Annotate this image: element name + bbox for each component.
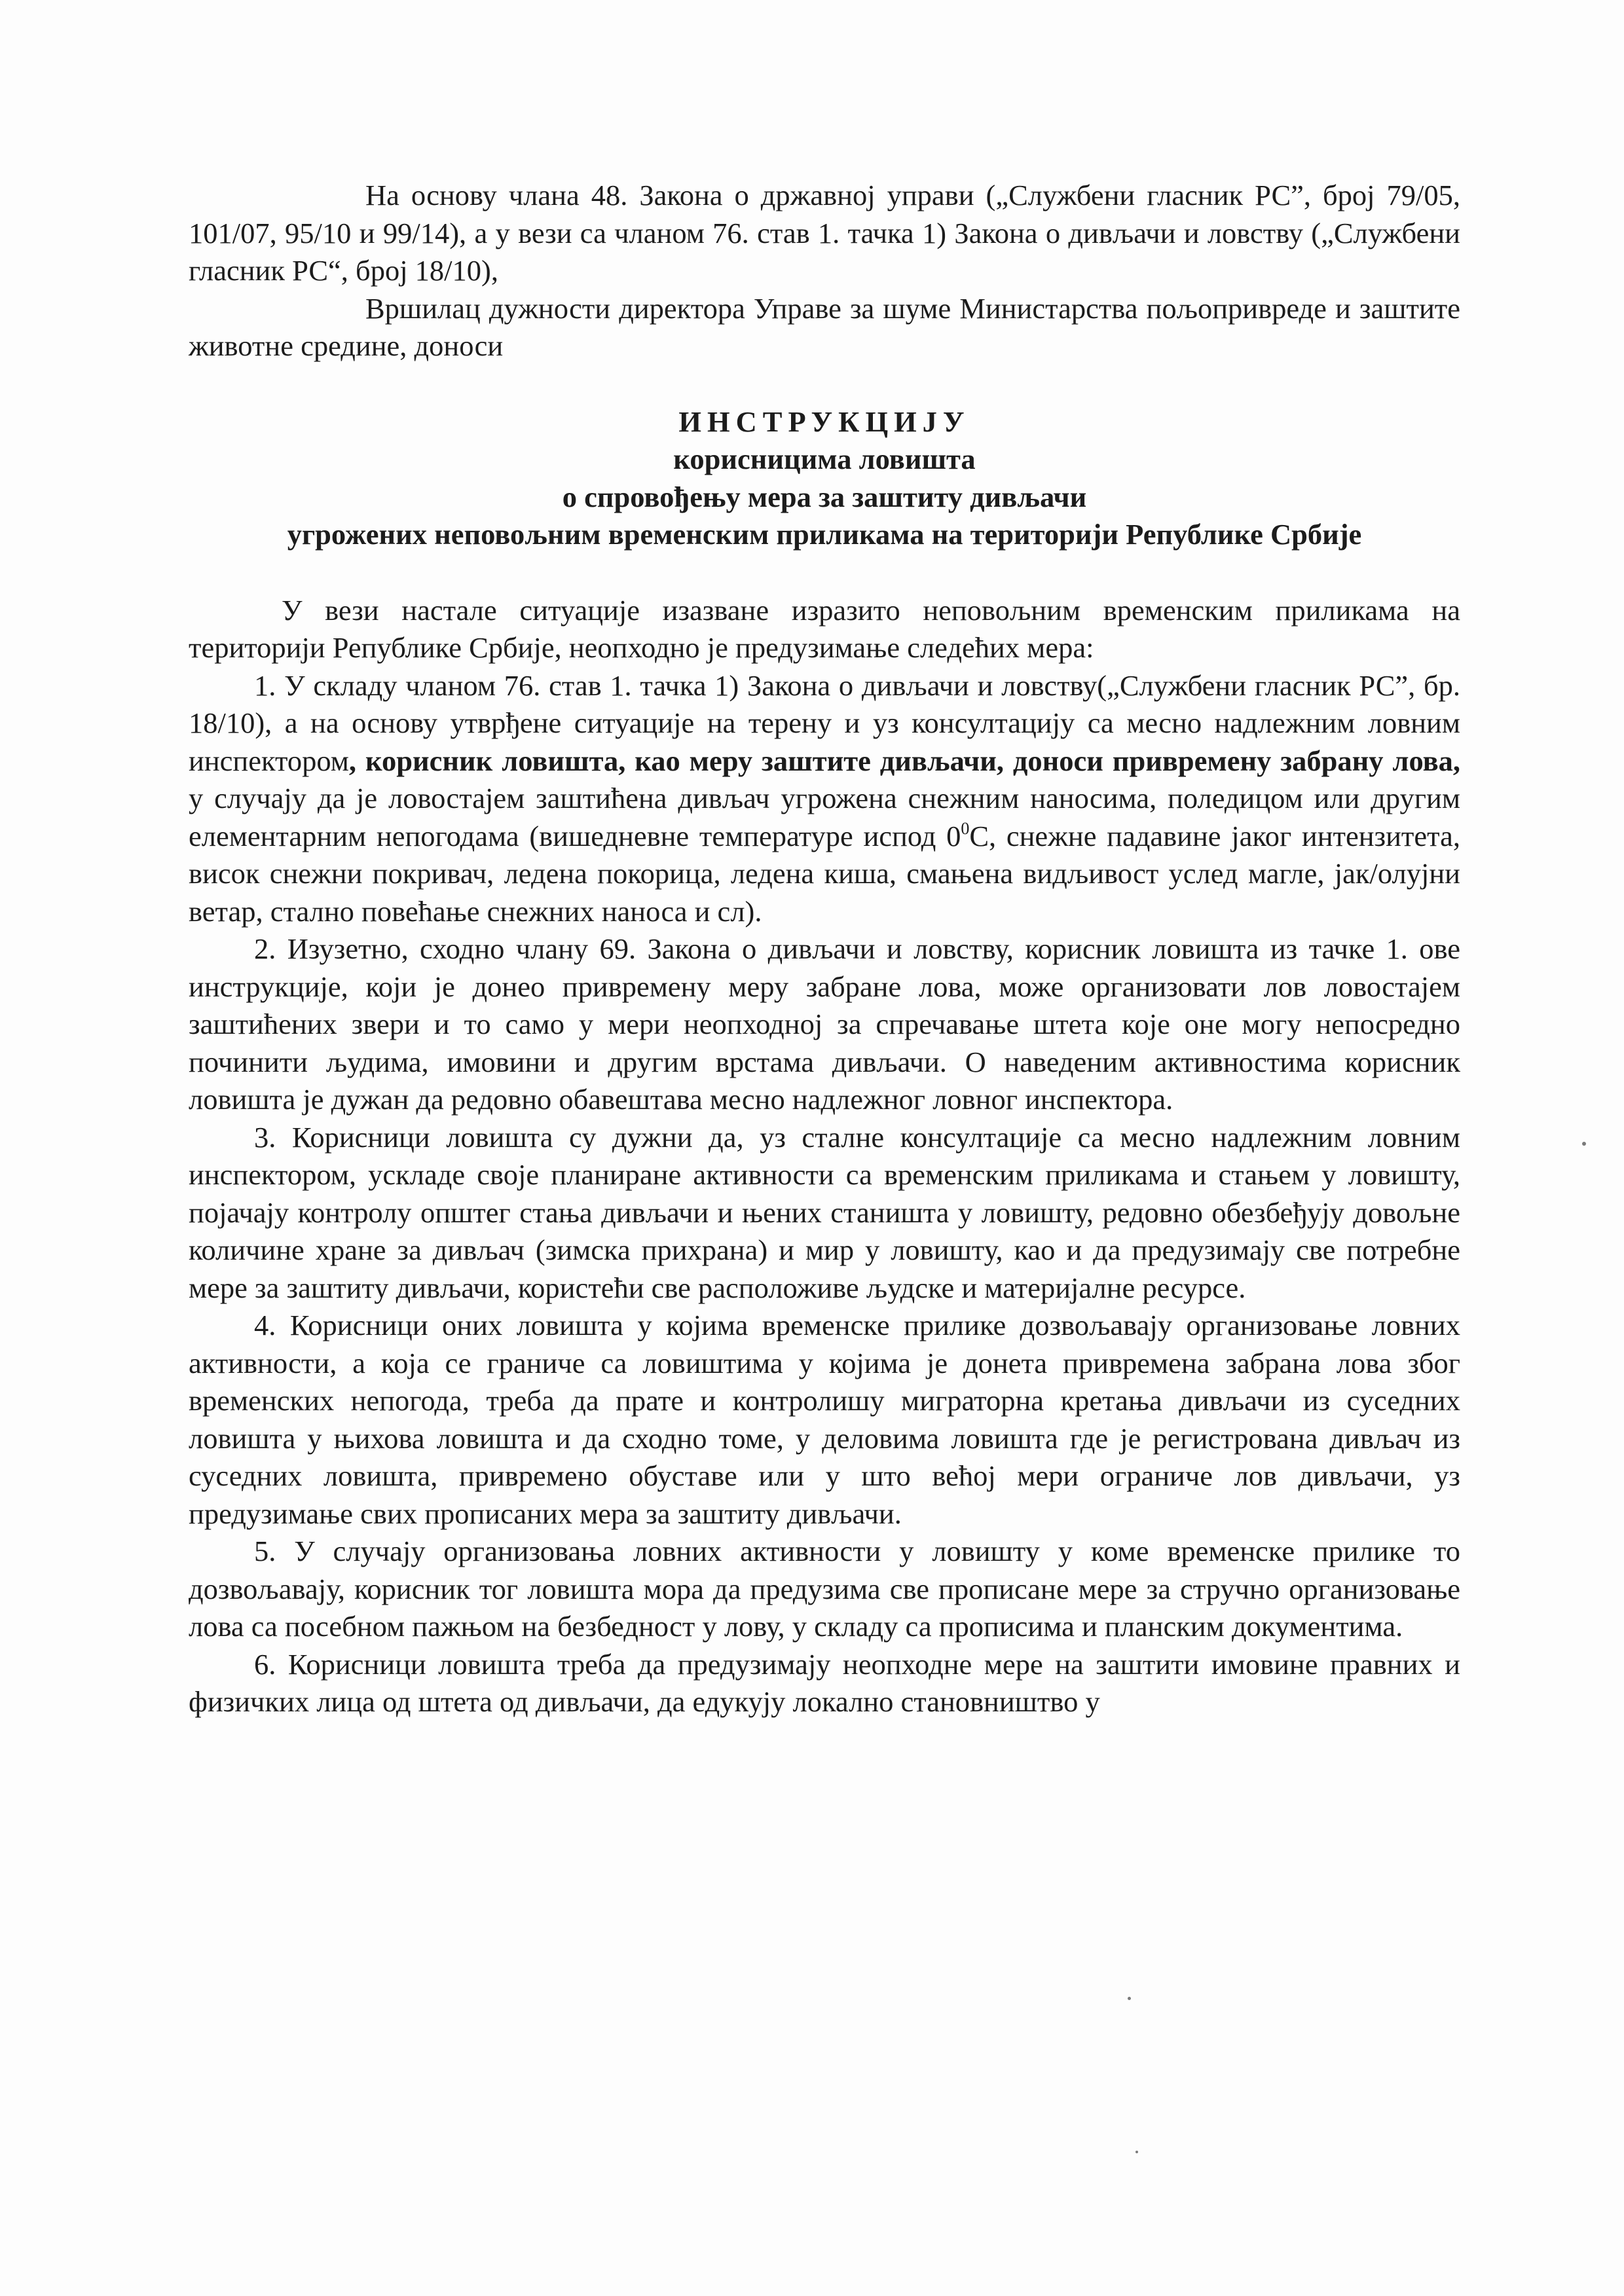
list-item-1-part-d: С, снежне падавине јаког интензитета, висок снежни покривач, ледена покорица, ледена киша, смањена видљивост услед магле, јак/олујни ветар, стално повећање снежних наноса и сл). xyxy=(189,819,1460,928)
degree-superscript: 0 xyxy=(961,818,970,838)
list-item-1 xyxy=(189,667,1460,931)
document-body xyxy=(189,177,1460,1721)
list-item-4: 4. Корисници оних ловишта у којима временске прилике дозвољавају организовање ловних активности, а која се граниче са ловиштима у којима је донета привремена забрана лова због временских непогода, треба да прате и контролишу миграторна кретања дивљачи из суседних ловишта у њихова ловишта и да сходно томе, у деловима ловишта где је регистрована дивљач из суседних ловишта, привремено обуставе или у што већој мери ограниче лов дивљачи, уз предузимање свих прописаних мера за заштиту дивљачи. xyxy=(189,1309,1460,1530)
list-item-6: 6. Корисници ловишта треба да предузимају неопходне мере на заштити имовине правних и физичких лица од штета од дивљачи, да едукују локално становништво у xyxy=(189,1647,1460,1718)
document-subtitle-scope: угрожених неповољним временским приликама на територији Републике Србије xyxy=(287,518,1362,551)
scan-speck xyxy=(1128,1997,1131,2000)
list-item-1-bold-text: , корисник ловишта, као меру заштите дивљачи, доноси привремену забрану лова, xyxy=(348,744,1460,777)
scan-speck xyxy=(1582,1142,1586,1146)
preamble-issuer: Вршилац дужности директора Управе за шуме Министарства пољопривреде и заштите животне средине, доноси xyxy=(189,291,1460,362)
list-item-5: 5. У случају организовања ловних активности у ловишту у коме временске прилике то дозвољавају, корисник тог ловишта мора да предузима све прописане мере за стручно организовање лова са посебном пажњом на безбедност у лову, у складу са прописима и планским документима. xyxy=(189,1535,1460,1643)
list-item-2: 2. Изузетно, сходно члану 69. Закона о дивљачи и ловству, корисник ловишта из тачке 1. ове инструкције, који је донео привремену меру забране лова, може организовати лов ловостајем заштићених звери и то само у мери неопходној за спречавање штета које оне могу непосредно починити људима, имовини и другим врстама дивљачи. О наведеним активностима корисник ловишта је дужан да редовно обавештава месно надлежног ловног инспектора. xyxy=(189,932,1460,1116)
document-title-block xyxy=(189,403,1460,554)
preamble-legal-basis: На основу члана 48. Закона о државној управи („Службени гласник РС”, број 79/05, 101/07, 95/10 и 99/14), а у вези са чланом 76. став 1. тачка 1) Закона о дивљачи и ловству („Службени гласник РС“, број 18/10), xyxy=(189,179,1460,287)
intro-paragraph: У вези настале ситуације изазване изразито неповољним временским приликама на територији Републике Србије, неопходно је предузимање следећих мера: xyxy=(189,593,1460,664)
scan-speck xyxy=(1135,2151,1138,2153)
document-subtitle-recipients: корисницима ловишта xyxy=(673,443,976,475)
document-subtitle-subject: о спровођењу мера за заштиту дивљачи xyxy=(562,480,1087,513)
list-item-1-part-a: 1. У складу чланом 76. став 1. тачка 1) Закона о дивљачи и ловству(„Службени гласник РС”, бр. 18/10), а на основу утврђене ситуације на терену и уз консултацију са месно надлежним ловним инспектором xyxy=(189,668,1460,777)
document-title: ИНСТРУКЦИЈУ xyxy=(678,405,970,438)
list-item-1-part-c: у случају да је ловостајем заштићена дивљач угрожена снежним наносима, поледицом или другим елементарним непогодама (вишедневне температуре испод 0 xyxy=(189,782,1460,852)
list-item-3: 3. Корисници ловишта су дужни да, уз сталне консултације са месно надлежним ловним инспектором, ускладе своје планиране активности са временским приликама и стањем у ловишту, појачају контролу општег стања дивљачи и њених станишта у ловишту, редовно обезбеђују довољне количине хране за дивљач (зимска прихрана) и мир у ловишту, као и да предузимају све потребне мере за заштиту дивљачи, користећи све расположиве људске и материјалне ресурсе. xyxy=(189,1120,1460,1304)
